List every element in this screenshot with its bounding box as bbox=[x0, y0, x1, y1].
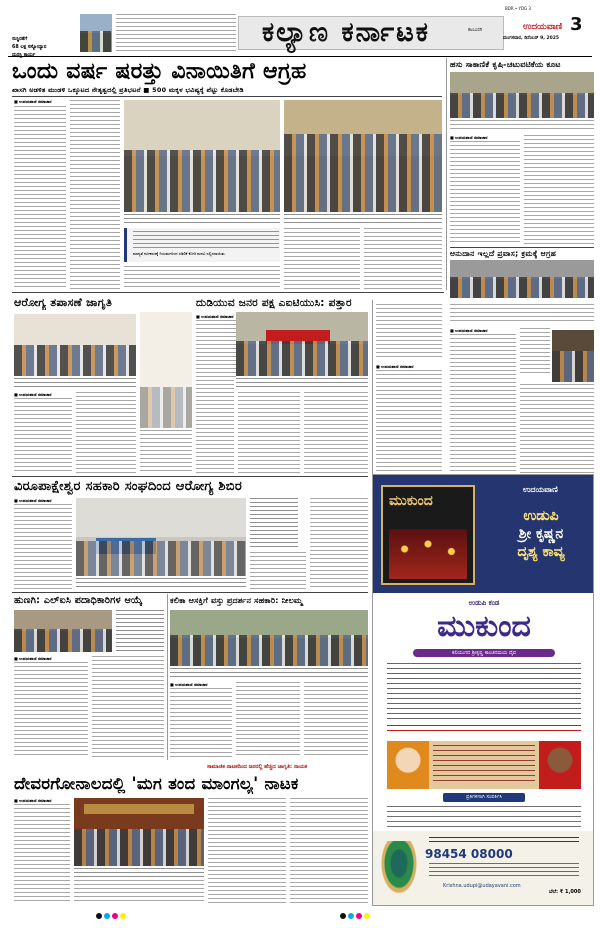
art-col-2 bbox=[236, 682, 300, 758]
drama-col-1 bbox=[14, 804, 70, 904]
lead-headline: ಒಂದು ವರ್ಷ ಷರತ್ತು ವಿನಾಯಿತಿಗೆ ಆಗ್ರಹ bbox=[12, 59, 307, 84]
drama-headline: ದೇವರಗೋನಾಲದಲ್ಲಿ 'ಮಗ ತಂದ ಮಾಂಗಲ್ಯ' ನಾಟಕ bbox=[14, 774, 299, 793]
party-caption bbox=[236, 378, 368, 388]
lead-col-2 bbox=[70, 100, 120, 290]
drama-col-4 bbox=[290, 798, 368, 904]
registration-dot bbox=[340, 913, 346, 919]
ad-contact-header: ಪ್ರತಿಗಳಿಗಾಗಿ ಸಂಪರ್ಕಿಸಿ bbox=[443, 793, 525, 802]
health-col-3 bbox=[140, 430, 192, 474]
party-dateline: ■ ಉದಯವಾಣಿ ಸಮಾಚಾರ bbox=[196, 314, 234, 319]
right-top-photo bbox=[450, 72, 594, 118]
art-caption bbox=[170, 668, 368, 678]
date-line: ಮಂಗಳವಾರ, ಡಿಸೆಂಬರ್ 9, 2025 bbox=[503, 36, 560, 41]
art-col-3 bbox=[304, 682, 368, 758]
quote-box bbox=[124, 228, 280, 262]
party-col-4 bbox=[304, 392, 368, 474]
lead-col-4 bbox=[284, 228, 360, 290]
lead-photo-2-caption-lines bbox=[284, 214, 442, 224]
ad-title-small: ಉಡುಪಿ ಕಂಡ bbox=[468, 599, 500, 607]
right-top-headline: ಹಸು ಸಾಕಾಣಿಕೆ ಕೃಷಿ-ಚಟುವಟಿಕೆಯ ಕೂಟ bbox=[450, 60, 561, 69]
peacock-feather-icon bbox=[379, 841, 419, 897]
page-tag: BDR • YDG 3 bbox=[505, 6, 531, 11]
camp-quote bbox=[250, 498, 298, 548]
lead-col-1 bbox=[14, 106, 66, 290]
quote-caption: ಮಾನ್ಯತೆ ನವೀಕರಣಕ್ಕೆ ನಿಯಮಗಳಿಂದ ಸಡಿಲಿಕೆ ಕೋರಿ ಮನವಿ ಸಲ್ಲಿಸಲಾಯಿತು. bbox=[133, 252, 226, 256]
registration-dot bbox=[112, 913, 118, 919]
ad-title-big: ಮುಕುಂದ bbox=[437, 609, 531, 644]
health-photo bbox=[14, 314, 136, 376]
ad-portrait-text bbox=[433, 745, 535, 785]
drama-col-2 bbox=[74, 880, 204, 904]
registration-dot bbox=[96, 913, 102, 919]
camp-col-1 bbox=[14, 504, 72, 590]
camp-headline: ವಿರೂಪಾಕ್ಷೇಶ್ವರ ಸಹಕಾರಿ ಸಂಘದಿಂದ ಆರೋಗ್ಯ ಶಿಬಿರ bbox=[14, 479, 243, 494]
hunagi-col-2 bbox=[92, 656, 164, 758]
lead-subhead: ಖಾಸಗಿ ಅಡಳಿತ ಮಂಡಳಿ ಒಕ್ಕೂಟದ ನೇತೃತ್ವದಲ್ಲಿ ಪ್ರತಿಭಟನೆ ■ 500 ಮಕ್ಕಳ ಭವಿಷ್ಯಕ್ಕೆ ಪೆಟ್ಟು ಕೊಡಬೇಡಿ bbox=[12, 86, 244, 94]
right-top-dateline: ■ ಉದಯವಾಣಿ ಸಮಾಚಾರ bbox=[450, 135, 488, 140]
ad-headline-line-2: ಶ್ರೀ ಕೃಷ್ಣನ bbox=[518, 526, 564, 542]
right-col-b3 bbox=[520, 384, 594, 474]
page-number: 3 bbox=[570, 14, 583, 35]
drama-dateline: ■ ಉದಯವಾಣಿ ಸಮಾಚಾರ bbox=[14, 798, 52, 803]
ad-email: Krishna.udupi@udayavani.com bbox=[443, 883, 521, 889]
right-col-b2 bbox=[520, 328, 550, 374]
hunagi-caption bbox=[116, 610, 164, 652]
camp-col-2 bbox=[250, 552, 306, 590]
ad-phone: 98454 08000 bbox=[425, 847, 513, 861]
health-col-1 bbox=[14, 398, 72, 474]
ad-headline-line-3: ದೃಶ್ಯ ಕಾವ್ಯ bbox=[517, 544, 565, 560]
party-headline: ದುಡಿಯುವ ಜನರ ಪಕ್ಷ ಎಐಟಿಯುಸಿ: ಪತ್ತಾರ bbox=[196, 297, 352, 309]
registration-dot bbox=[356, 913, 362, 919]
ad-brand: ಉದಯವಾಣಿ bbox=[523, 485, 558, 494]
right-col-b1 bbox=[450, 334, 516, 474]
hunagi-col-1 bbox=[14, 662, 88, 758]
ad-portraits bbox=[387, 741, 581, 789]
party-col-2 bbox=[196, 380, 234, 474]
ear-line-1: ಸುಸ್ಥಿರತೆಗೆ bbox=[12, 37, 28, 42]
health-col-2 bbox=[76, 392, 136, 474]
ad-contact-list bbox=[387, 806, 581, 828]
ad-footer-text bbox=[429, 863, 579, 879]
right-portrait-photo bbox=[552, 330, 594, 382]
drama-photo bbox=[74, 798, 204, 866]
right-dateline-3: ■ ಉದಯವಾಣಿ ಸಮಾಚಾರ bbox=[450, 328, 488, 333]
ear-panel bbox=[12, 36, 76, 56]
ad-banner bbox=[373, 475, 594, 593]
lead-col-3 bbox=[124, 266, 280, 290]
health-side-photo bbox=[140, 312, 192, 428]
ad-headline bbox=[491, 507, 591, 561]
right-col-b0 bbox=[450, 304, 594, 324]
right-col-a2 bbox=[376, 370, 442, 474]
ad-footer bbox=[373, 831, 594, 906]
camp-photo bbox=[76, 498, 246, 576]
hunagi-dateline: ■ ಉದಯವಾಣಿ ಸಮಾಚಾರ bbox=[14, 656, 52, 661]
ad-highlight-text bbox=[387, 725, 581, 735]
ad-book-cover bbox=[381, 485, 475, 585]
art-col-1 bbox=[170, 688, 232, 758]
lead-photo-1-caption-lines bbox=[124, 214, 280, 224]
brand-name: ಉದಯವಾಣಿ bbox=[523, 22, 563, 32]
registration-dot bbox=[364, 913, 370, 919]
quote-text bbox=[133, 231, 279, 249]
camp-dateline: ■ ಉದಯವಾಣಿ ಸಮಾಚಾರ bbox=[14, 498, 52, 503]
drama-col-3 bbox=[208, 798, 286, 904]
right-mid-photo bbox=[450, 260, 594, 298]
ad-headline-line-1: ಉಡುಪಿ bbox=[523, 508, 559, 524]
lead-col-5 bbox=[364, 228, 442, 290]
section-title: ಕಲ್ಯಾಣ ಕರ್ನಾಟಕ bbox=[262, 17, 430, 48]
right-top-col-1 bbox=[450, 141, 520, 245]
registration-dot bbox=[120, 913, 126, 919]
right-mid-headline: ಆನುದಾನ ಇಲ್ಲದೆ ಪ್ರವಾಸ; ಕ್ರಮಕ್ಕೆ ಆಗ್ರಹ bbox=[450, 249, 557, 258]
ad-footer-heading bbox=[429, 837, 579, 845]
hunagi-photo bbox=[14, 610, 112, 652]
lead-dateline: ■ ಉದಯವಾಣಿ ಸಮಾಚಾರ bbox=[14, 99, 52, 104]
advertisement bbox=[372, 474, 594, 906]
ad-book-title: ಮುಕುಂದ bbox=[389, 493, 433, 509]
ear-line-2: 68 ಲಕ್ಷ ಸಸ್ಯೋದ್ಯಾನ bbox=[12, 45, 47, 50]
health-headline: ಆರೋಗ್ಯ ತಪಾಸಣೆ ಜಾಗೃತಿ bbox=[14, 296, 113, 309]
ad-subtitle: ಕಲಿಯುಗದ ಶ್ರೀಕೃಷ್ಣ ಕಾಂಚನಮಯ ದೈವ bbox=[413, 649, 555, 657]
art-photo bbox=[170, 610, 368, 666]
drama-strap: ಸಾಮಾಜಿಕ ನಾಟಕದಿಂದ ಜನರಲ್ಲಿ ಹೆಚ್ಚಿದ ಜಾಗೃತಿ: ನಾಯಕ bbox=[206, 764, 308, 770]
hunagi-headline: ಹುಣಗಿ: ಎಲ್‌ಐಸಿ ಪದಾಧಿಕಾರಿಗಳ ಆಯ್ಕೆ bbox=[14, 595, 143, 606]
section-kicker: ಕಲಬುರಗಿ bbox=[468, 28, 483, 33]
ad-body-text bbox=[387, 663, 581, 723]
party-col-3 bbox=[238, 392, 300, 474]
ad-portrait-right bbox=[539, 741, 581, 789]
health-caption bbox=[14, 378, 136, 390]
camp-col-3 bbox=[310, 498, 368, 590]
camp-caption bbox=[76, 578, 246, 590]
lead-photo-2 bbox=[284, 100, 442, 212]
right-dateline-2: ■ ಉದಯವಾಣಿ ಸಮಾಚಾರ bbox=[376, 364, 414, 369]
party-photo bbox=[236, 312, 368, 376]
ad-price: ಬೆಲೆ: ₹ 1,000 bbox=[549, 889, 581, 895]
art-headline: ಕಲಿಕಾ ಆಸಕ್ತಿಗೆ ವಸ್ತು ಪ್ರದರ್ಶನ ಸಹಕಾರಿ: ನೀಲಮ್ಮ bbox=[170, 596, 303, 605]
right-top-caption bbox=[450, 120, 594, 132]
health-dateline: ■ ಉದಯವಾಣಿ ಸಮಾಚಾರ bbox=[14, 392, 52, 397]
ear-text bbox=[116, 14, 236, 54]
ad-temple-image bbox=[389, 529, 467, 579]
right-top-col-2 bbox=[524, 135, 594, 245]
drama-caption bbox=[74, 868, 204, 878]
registration-dot bbox=[104, 913, 110, 919]
right-col-a1 bbox=[376, 304, 442, 360]
lead-photo-1 bbox=[124, 100, 280, 212]
registration-dot bbox=[348, 913, 354, 919]
ad-portrait-left bbox=[387, 741, 429, 789]
ear-photo bbox=[80, 14, 112, 52]
party-col-1 bbox=[196, 320, 236, 378]
art-dateline: ■ ಉದಯವಾಣಿ ಸಮಾಚಾರ bbox=[170, 682, 208, 687]
